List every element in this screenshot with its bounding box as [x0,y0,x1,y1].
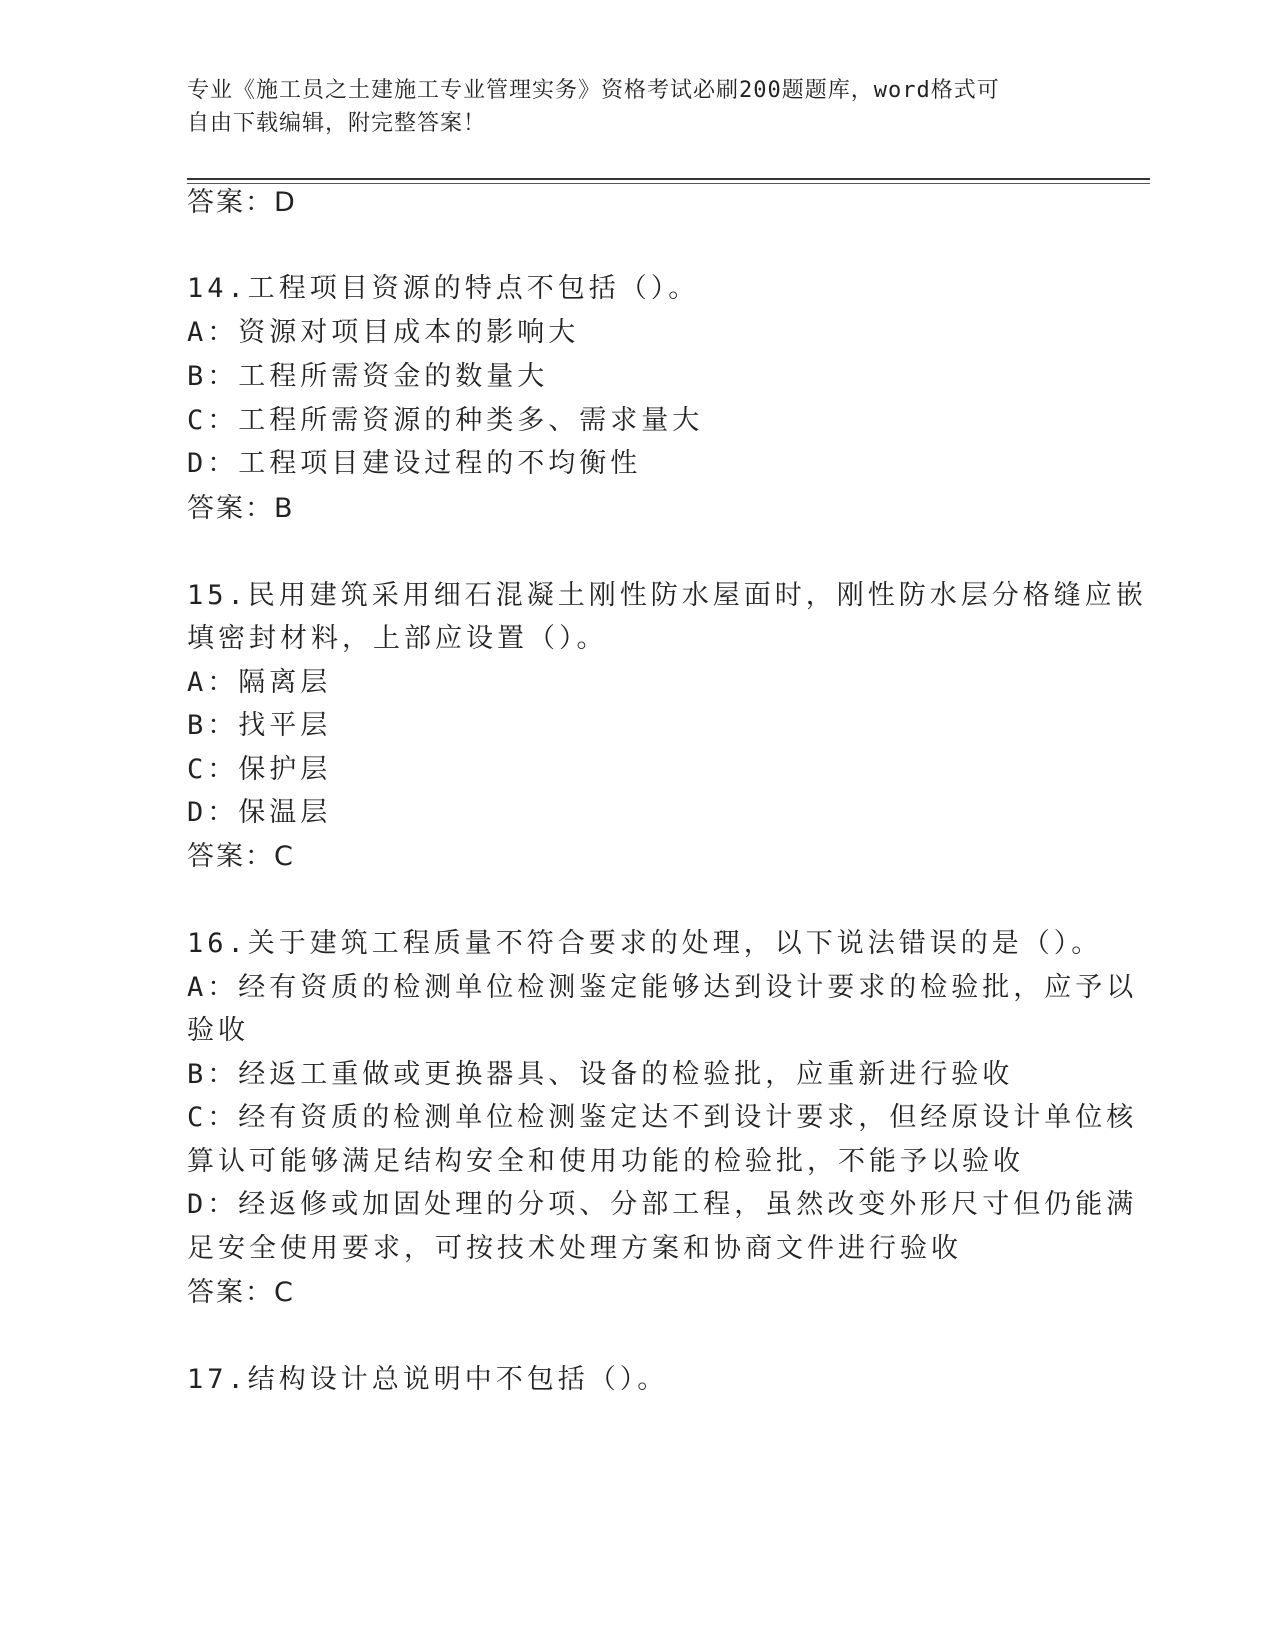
question-16-option-d-line-1: D：经返修或加固处理的分项、分部工程，虽然改变外形尺寸但仍能满 [187,1189,1138,1220]
question-16-option-c-line-2: 算认可能够满足结构安全和使用功能的检验批，不能予以验收 [187,1146,1024,1177]
question-16-option-a-line-1: A：经有资质的检测单位检测鉴定能够达到设计要求的检验批，应予以 [187,972,1138,1003]
question-15-option-d: D：保温层 [187,797,332,828]
header-line-1: 专业《施工员之土建施工专业管理实务》资格考试必刷200题题库，word格式可 [187,78,1000,103]
answer-13: 答案：D [187,187,297,218]
question-14-option-b: B：工程所需资金的数量大 [187,361,549,392]
answer-15: 答案：C [187,841,295,872]
document-header [187,74,1067,140]
question-16-option-b: B：经返工重做或更换器具、设备的检验批，应重新进行验收 [187,1059,1014,1090]
answer-14: 答案：B [187,493,295,524]
question-15-option-c: C：保护层 [187,754,332,785]
question-14-option-d: D：工程项目建设过程的不均衡性 [187,448,642,479]
question-16-option-d-line-2: 足安全使用要求，可按技术处理方案和协商文件进行验收 [187,1233,962,1264]
answer-16: 答案：C [187,1277,295,1308]
question-15-option-a: A：隔离层 [187,667,332,698]
header-divider-thin [187,183,1150,184]
question-16-option-a-line-2: 验收 [187,1015,249,1046]
header-divider-thick [187,178,1150,180]
question-17-stem: 17.结构设计总说明中不包括（）。 [187,1364,669,1395]
question-15-stem-line-2: 填密封材料，上部应设置（）。 [187,623,608,654]
question-14-option-a: A：资源对项目成本的影响大 [187,317,580,348]
question-15-stem-line-1: 15.民用建筑采用细石混凝土刚性防水屋面时，刚性防水层分格缝应嵌 [187,580,1147,611]
question-16-stem: 16.关于建筑工程质量不符合要求的处理，以下说法错误的是（）。 [187,928,1103,959]
question-16-option-c-line-1: C：经有资质的检测单位检测鉴定达不到设计要求，但经原设计单位核 [187,1102,1138,1133]
header-line-2: 自由下载编辑，附完整答案！ [187,111,487,136]
question-15-option-b: B：找平层 [187,710,332,741]
question-14-stem: 14.工程项目资源的特点不包括（）。 [187,273,700,304]
question-14-option-c: C：工程所需资源的种类多、需求量大 [187,405,704,436]
